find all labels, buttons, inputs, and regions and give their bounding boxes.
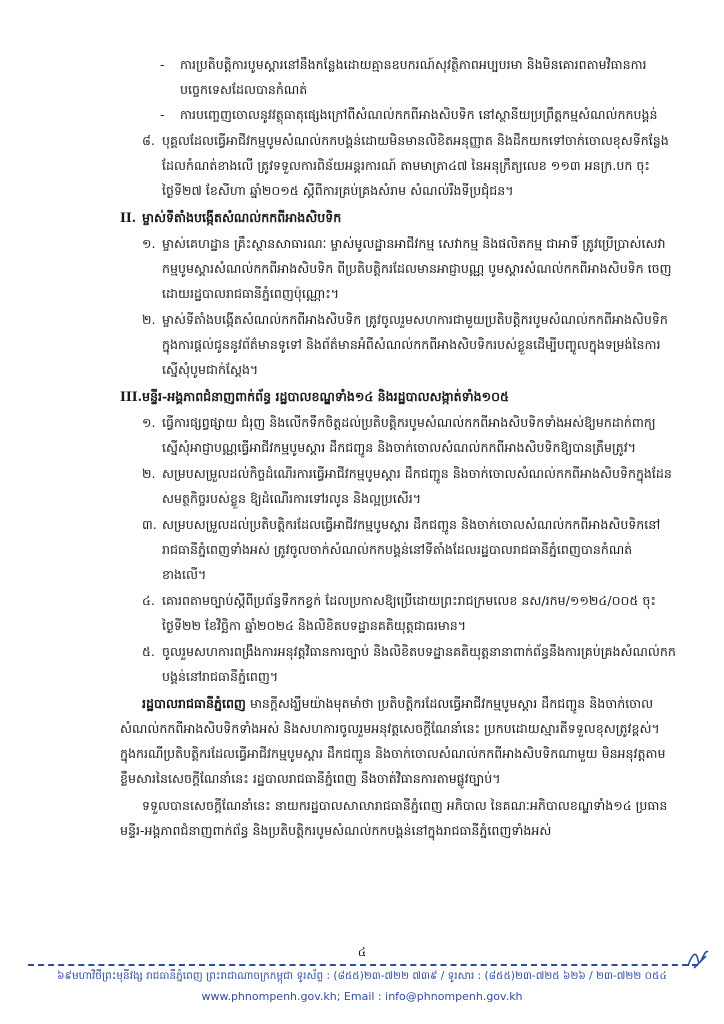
item-text: សម្របសម្រួលដល់ប្រតិបត្តិករដែលធ្វើអាជីវកម្មបូមស្តារ ដឹកជញ្ជូន និងចាក់ចោលសំណល់កកពីអាងសិបទិកនៅរាជធានីភ្នំពេញទាំងអស់ ត្រូវចូលចាក់សំណល់កកបង្គន់នៅទីតាំងដែលរដ្ឋបាលរាជធានីភ្នំពេញបានកំណត់ខាងលើ។ [162, 517, 661, 582]
closing-text: ទទួលបានសេចក្តីណែនាំនេះ នាយករដ្ឋបាលសាលារាជធានីភ្នំពេញ អភិបាល នៃគណៈអភិបាលខណ្ឌទាំង១៤ ប្រធានមន្ទីរ-អង្គភាពជំនាញពាក់ព័ន្ធ និងប្រតិបត្តិករបូមសំណល់កកបង្គន់នៅក្នុងរាជធានីភ្នំពេញទាំងអស់ [120, 798, 668, 838]
section-marker: III. [120, 389, 143, 404]
list-item [120, 461, 676, 511]
section-heading-3 [120, 384, 676, 409]
item-text: ធ្វើការផ្សព្វផ្សាយ ជំរុញ និងលើកទឹកចិត្តដល់ប្រតិបត្តិករបូមសំណល់កកពីអាងសិបទិកទាំងអស់ឱ្យមកដាក់ពាក្យស្នើសុំអាជ្ញាបណ្ណធ្វើអាជីវកម្មបូមស្តារ ដឹកជញ្ជូន និងចាក់ចោលសំណល់កកពីអាងសិបទិកឱ្យបានត្រឹមត្រូវ។ [162, 415, 656, 455]
closing-text: មានក្តីសង្ឃឹមយ៉ាងមុតមាំថា ប្រតិបត្តិករដែលធ្វើអាជីវកម្មបូមស្តារ ដឹកជញ្ជូន និងចាក់ចោលសំណល់កកពីអាងសិបទិកទាំងអស់ និងសហការចូលរួមអនុវត្តសេចក្តីណែនាំនេះ ប្រកបដោយស្មារតីទទួលខុសត្រូវខ្ពស់។ ក្នុងករណីប្រតិបត្តិករដែលធ្វើអាជីវកម្មបូមស្តារ ដឹកជញ្ជូន និងចាក់ចោលសំណល់កកពីអាងសិបទិកណាមួយ មិនអនុវត្តតាមខ្លឹមសារនៃសេចក្តីណែនាំនេះ រដ្ឋបាលរាជធានីភ្នំពេញ នឹងចាត់វិធានការតាមផ្លូវច្បាប់។ [120, 696, 666, 786]
list-item [120, 639, 676, 689]
item-marker: ៣. [142, 517, 157, 532]
document-body [120, 52, 676, 843]
section-heading-2 [120, 205, 676, 230]
item-text: ម្ចាស់ទីតាំងបង្កើតសំណល់កកពីអាងសិបទិក ត្រូវចូលរួមសហការជាមួយប្រតិបត្តិករបូមសំណល់កកពីអាងសិបទិកក្នុងការផ្តល់ជូននូវព័ត៌មានទូទៅ និងព័ត៌មានអំពីសំណល់កកពីអាងសិបទិករបស់ខ្លួនដើម្បីបញ្ចូលក្នុងទម្រង់នៃការស្នើសុំបូមជាក់ស្តែង។ [162, 312, 668, 377]
page-number: ៤ [357, 945, 367, 959]
item-marker: ៨. [142, 133, 155, 148]
list-item [120, 410, 676, 460]
item-marker: ៤. [142, 593, 155, 608]
list-item [120, 307, 676, 382]
item-text: បុគ្គលដែលធ្វើអាជីវកម្មបូមសំណល់កកបង្គន់ដោយមិនមានលិខិតអនុញ្ញាត និងដឹកយកទៅចាក់ចោលខុសទីកន្លែងដែលកំណត់ខាងលើ ត្រូវទទួលការពិន័យអន្តរការណ៍ តាមមាត្រា៤៧ នៃអនុក្រឹត្យលេខ ១១៣ អនក្រ.បក ចុះថ្ងៃទី២៧ ខែសីហា ឆ្នាំ២០១៥ ស្តីពីការគ្រប់គ្រងសំរាម សំណល់រឹងទីប្រជុំជន។ [162, 133, 669, 198]
footer-address: ៦៩មហាវិថីព្រះមុនីវង្ស រាជធានីភ្នំពេញ ព្រះរាជាណាចក្រកម្ពុជា ទូរស័ព្ទ : (៨៥៥)២៣-៧២២ ៧៣៩ / ទូរសារ : (៨៥៥)២៣-៧២៥ ៦២៦ / ២៣-៧២២ ០៥៤ [57, 970, 667, 982]
bullet-item: - ការបញ្ចេញចោលនូវវត្ថុធាតុផ្សេងក្រៅពីសំណល់កកពីអាងសិបទិក នៅស្ថានីយប្រព្រឹត្តកម្មសំណល់កកបង្គន់ [160, 107, 658, 122]
initial-signature-mark [684, 944, 712, 972]
bullet-text: ការប្រតិបត្តិការបូមស្តារនៅនឹងកន្លែងដោយគ្មានឧបករណ៍សុវត្ថិភាពអប្បបរមា និងមិនគោរពតាមវិធានការបច្ចេកទេសដែលបានកំណត់ [180, 57, 647, 97]
section-title: មន្ទីរ-អង្គភាពជំនាញពាក់ព័ន្ធ រដ្ឋបាលខណ្ឌទាំង១៤ និងរដ្ឋបាលសង្កាត់ទាំង១០៥ [142, 389, 509, 404]
item-text: គោរពតាមច្បាប់ស្តីពីប្រព័ន្ធទឹកកខ្វក់ ដែលប្រកាសឱ្យប្រើដោយព្រះរាជក្រមលេខ នស/រកម/១១២៤/០០៥ ចុះថ្ងៃទី២២ ខែវិច្ឆិកា ឆ្នាំ២០២៤ និងលិខិតបទដ្ឋានគតិយុត្តជាធរមាន។ [162, 593, 656, 633]
bullet-item: - ការប្រតិបត្តិការបូមស្តារនៅនឹងកន្លែងដោយគ្មានឧបករណ៍សុវត្ថិភាពអប្បបរមា និងមិនគោរពតាមវិធានការបច្ចេកទេសដែលបានកំណត់ [160, 57, 647, 97]
item-text: ចូលរួមសហការពង្រឹងការអនុវត្តវិធានការច្បាប់ និងលិខិតបទដ្ឋានគតិយុត្តនានាពាក់ព័ន្ធនឹងការគ្រប់គ្រងសំណល់កកបង្គន់នៅរាជធានីភ្នំពេញ។ [162, 644, 676, 684]
section-marker: II. [120, 210, 137, 225]
numbered-item-8 [120, 128, 676, 203]
footer-divider [28, 964, 698, 966]
footer-contact[interactable]: www.phnompenh.gov.kh; Email : info@phnompenh.gov.kh [201, 990, 523, 1003]
item-marker: ៥. [142, 644, 155, 659]
list-item [120, 588, 676, 638]
list-item [120, 231, 676, 306]
item-text: សម្របសម្រួលដល់កិច្ចដំណើរការធ្វើអាជីវកម្មបូមស្តារ ដឹកជញ្ជូន និងចាក់ចោលសំណល់កកពីអាងសិបទិកក្នុងដែនសមត្ថកិច្ចរបស់ខ្លួន ឱ្យដំណើរការទៅរលូន និងល្អប្រសើរ។ [162, 466, 672, 506]
list-item [120, 512, 676, 587]
closing-paragraph-2 [120, 793, 676, 843]
closing-lead: រដ្ឋបាលរាជធានីភ្នំពេញ [142, 696, 246, 711]
closing-paragraph-1 [120, 691, 676, 791]
item-marker: ១. [142, 236, 156, 251]
bullet-text: ការបញ្ចេញចោលនូវវត្ថុធាតុផ្សេងក្រៅពីសំណល់កកពីអាងសិបទិក នៅស្ថានីយប្រព្រឹត្តកម្មសំណល់កកបង្គន់ [180, 107, 658, 122]
item-marker: ១. [142, 415, 156, 430]
item-marker: ២. [142, 312, 156, 327]
item-text: ម្ចាស់គេហដ្ឋាន គ្រឹះស្ថានសាធារណៈ ម្ចាស់មូលដ្ឋានអាជីវកម្ម សេវាកម្ម និងផលិតកម្ម ជាអាទិ៍ ត្រូវប្រើប្រាស់សេវាកម្មបូមស្តារសំណល់កកពីអាងសិបទិក ពីប្រតិបត្តិករដែលមានអាជ្ញាបណ្ណ បូមស្តារសំណល់កកពីអាងសិបទិក ចេញដោយរដ្ឋបាលរាជធានីភ្នំពេញប៉ុណ្ណោះ។ [162, 236, 672, 301]
item-marker: ២. [142, 466, 156, 481]
section-title: ម្ចាស់ទីតាំងបង្កើតសំណល់កកពីអាងសិបទិក [142, 210, 342, 225]
